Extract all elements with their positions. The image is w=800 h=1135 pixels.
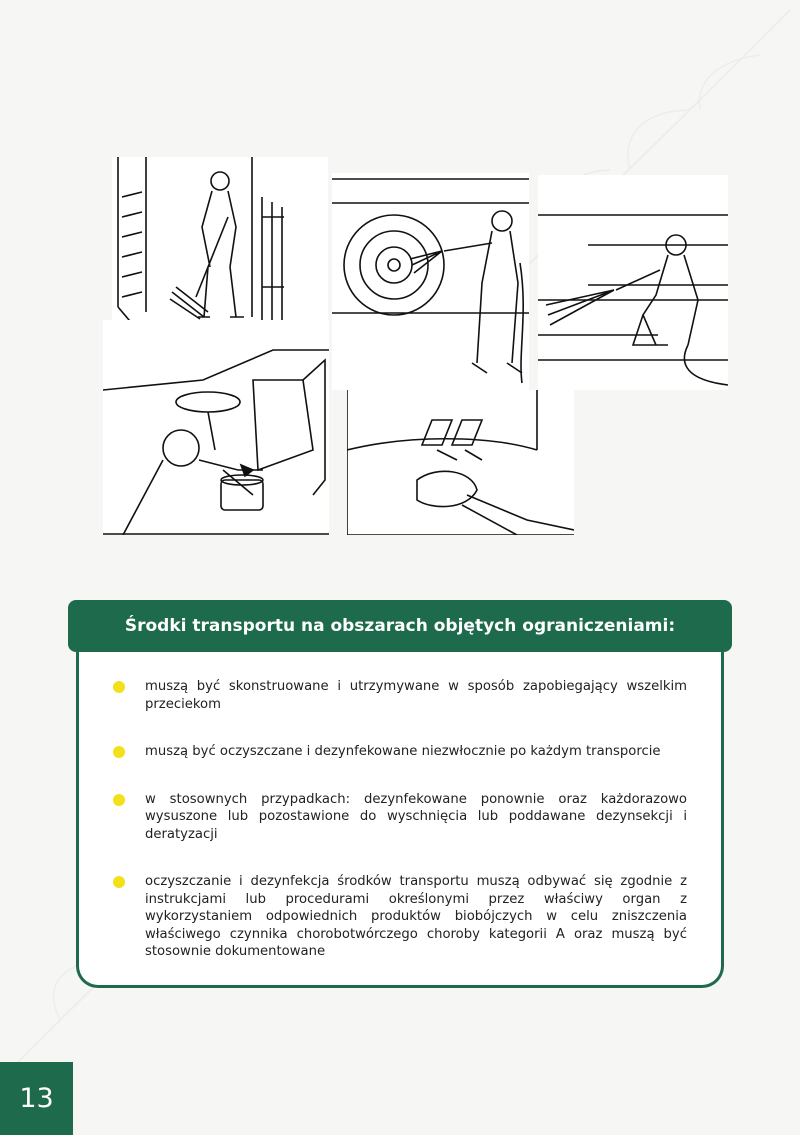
illustration-wiping-pedals <box>347 390 574 535</box>
info-card <box>68 600 732 988</box>
bullet-list <box>76 644 724 988</box>
bullet-icon <box>113 681 125 693</box>
list-item-text: oczyszczanie i dezynfekcja środków transportu muszą odbywać się zgodnie z instrukcjami lub procedurami określonymi przez właściwy organ z wykorzystaniem odpowiednich produktów biobójczych w celu zniszczenia właściwego czynnika chorobotwórczego choroby kategorii A oraz muszą być stosownie dokumentowane <box>145 874 687 959</box>
section-title: Środki transportu na obszarach objętych ograniczeniami: <box>68 600 732 652</box>
list-item <box>109 873 687 961</box>
illustration-spraying-wheel <box>332 173 529 390</box>
list-item <box>109 743 687 761</box>
bullet-icon <box>113 794 125 806</box>
bullet-icon <box>113 876 125 888</box>
page-number: 13 <box>0 1062 73 1135</box>
list-item-text: muszą być skonstruowane i utrzymywane w sposób zapobiegający wszelkim przeciekom <box>145 679 687 712</box>
illustration-cleaning-car-interior <box>103 320 329 535</box>
list-item-text: w stosownych przypadkach: dezynfekowane ponownie oraz każdorazowo wysuszone lub pozostawione do wyschnięcia lub poddawane dezynsekcji i deratyzacji <box>145 791 687 842</box>
list-item-text: muszą być oczyszczane i dezynfekowane niezwłocznie po każdym transporcie <box>145 744 661 759</box>
illustration-spraying-trailer <box>538 175 728 390</box>
list-item <box>109 678 687 713</box>
list-item <box>109 791 687 844</box>
bullet-icon <box>113 746 125 758</box>
